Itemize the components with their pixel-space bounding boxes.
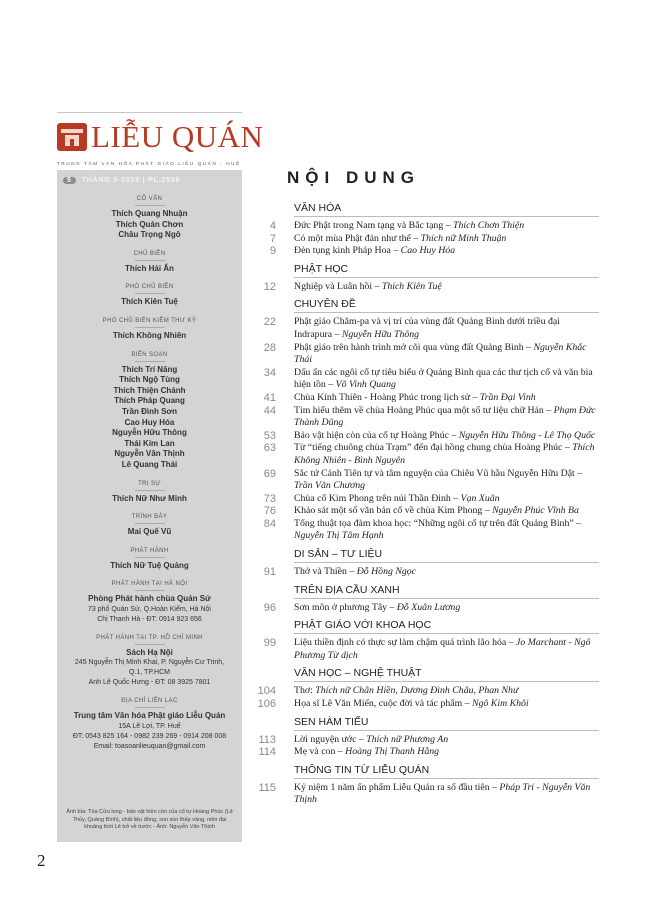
toc-entry xyxy=(254,518,599,543)
section-title: PHÁT HÀNH xyxy=(130,547,169,554)
toc-entry-text xyxy=(294,233,599,246)
toc-category: DI SẢN – TƯ LIỆU xyxy=(294,547,599,563)
toc-page-number: 34 xyxy=(263,366,276,379)
section-title: TRÌNH BÀY xyxy=(131,514,168,521)
toc-entry-author: Cao Huy Hóa xyxy=(400,245,456,257)
staff-name: Cao Huy Hóa xyxy=(124,417,175,427)
toc-page-number: 114 xyxy=(258,746,276,759)
toc-entry xyxy=(254,637,599,662)
toc-entry-title: Kỷ niệm 1 năm ấn phẩm Liễu Quán ra số đầu tiên – xyxy=(294,781,500,793)
toc-entry-author: Nguyễn Hữu Thông - Lê Thọ Quốc xyxy=(458,429,596,441)
toc-entry-author: Ngô Kim Khôi xyxy=(472,698,529,710)
toc-entry-title: Tìm hiểu thêm về chùa Hoàng Phúc qua một số tư liệu chữ Hán – xyxy=(294,404,554,416)
toc-entry-author: Nguyễn Hữu Thông xyxy=(341,328,420,340)
toc-page-number: 115 xyxy=(258,781,276,794)
toc-entry xyxy=(254,342,599,367)
toc-entry-title: Đèn tụng kinh Pháp Hoa – xyxy=(294,245,401,257)
section-title: PHÓ CHỦ BIÊN KIÊM THƯ KÝ xyxy=(102,317,197,324)
hanoi-line: 73 phố Quán Sứ, Q.Hoàn Kiếm, Hà Nội xyxy=(88,605,211,613)
toc-entry-author: Thích nữ Minh Thuận xyxy=(420,232,507,244)
toc-entry-author: Trần Đại Vinh xyxy=(479,391,536,403)
section-divider xyxy=(135,707,165,708)
staff-name: Thích Không Nhiên xyxy=(112,330,187,340)
section-divider xyxy=(135,327,165,328)
toc-entry-author: Nguyễn Khắc Thái xyxy=(294,341,587,366)
staff-name: Thích Quán Chơn xyxy=(115,219,184,229)
hcm-line: Anh Lê Quốc Hưng - ĐT: 08 3925 7801 xyxy=(88,679,211,687)
hanoi-line: Chị Thanh Hà - ĐT: 0914 923 656 xyxy=(97,615,202,623)
toc-page-number: 96 xyxy=(263,601,276,614)
hcm-section xyxy=(57,634,242,689)
issue-bar xyxy=(63,174,236,186)
toc-category: TRÊN ĐỊA CẦU XANH xyxy=(294,583,599,599)
section-title: CỐ VẤN xyxy=(136,196,163,202)
section-divider xyxy=(135,205,165,206)
staff-name: Nguyễn Văn Thịnh xyxy=(114,449,185,459)
toc-entry-title: Mẹ và con – xyxy=(294,746,346,758)
contact-line: ĐT: 0543 825 164 - 0982 239 269 - 0914 208 008 xyxy=(72,733,227,741)
toc-entry-author: Thích nữ Chân Hiền, Dương Đình Châu, Phan Như xyxy=(315,685,519,697)
toc-page-number: 41 xyxy=(263,391,276,404)
toc-entry-author: Đỗ Hồng Ngọc xyxy=(356,566,417,578)
issue-number-badge: 5 xyxy=(63,177,76,184)
toc-entry xyxy=(254,505,599,518)
staff-name: Châu Trọng Ngô xyxy=(118,230,181,240)
logo-text: LIỄU QUÁN xyxy=(91,119,264,154)
toc-category: VĂN HỌC – NGHỆ THUẬT xyxy=(294,666,599,682)
staff-name: Thích Pháp Quang xyxy=(114,396,185,406)
toc-entry xyxy=(254,566,599,579)
toc-entry-author: Đỗ Xuân Lương xyxy=(396,601,461,613)
toc-category: PHẬT GIÁO VỚI KHOA HỌC xyxy=(294,618,599,634)
toc-entry-author: Jo Marchant - Ngô Phương Từ dịch xyxy=(294,637,591,661)
staff-name: Thích Thiện Chánh xyxy=(113,385,186,395)
toc-entry-text xyxy=(294,746,599,759)
toc-entry-title: Chùa Kính Thiên - Hoàng Phúc trong lịch sử – xyxy=(294,391,480,403)
toc-category: THÔNG TIN TỪ LIỄU QUÁN xyxy=(294,763,599,779)
toc-entry xyxy=(254,316,599,341)
toc-entry-text xyxy=(294,430,599,443)
toc-entry-text xyxy=(294,245,599,258)
toc-entry xyxy=(254,698,599,711)
toc-page-number: 91 xyxy=(263,566,276,579)
toc-entry-title: Đức Phật trong Nam tạng và Bắc tạng – xyxy=(294,220,454,231)
toc-entry-title: Phật giáo Chăm-pa và vị trí của vùng đất Quảng Bình dưới triều đại Indrapura – xyxy=(294,316,560,340)
toc-entry-title: Phật giáo trên hành trình mở cõi qua vùng đất Quảng Bình – xyxy=(294,341,534,353)
staff-section xyxy=(57,250,242,275)
cover-photo-note: Ảnh bìa: Tòa Cửu long - bảo vật hiện còn của cổ tự Hoàng Phúc (Lệ Thủy, Quảng Bình), chất liệu đồng, son son thếp vàng, niên đại khoảng thời Lê trở về trước - Ảnh: Nguyễn Văn Thịnh xyxy=(66,809,233,831)
staff-section xyxy=(57,513,242,538)
toc-entry xyxy=(254,430,599,443)
toc-entry xyxy=(254,468,599,493)
contact-name: Trung tâm Văn hóa Phật giáo Liễu Quán xyxy=(73,711,226,721)
toc-entry-author: Thích Chơn Thiện xyxy=(453,220,525,231)
section-divider xyxy=(135,361,165,362)
staff-section xyxy=(57,195,242,241)
toc-page-number: 113 xyxy=(258,733,276,746)
toc-entry-author: Thích Không Nhiên - Bình Nguyên xyxy=(294,442,595,466)
toc-entry-title: Sắc tứ Cảnh Tiên tự và tâm nguyện của Chiêu Vũ hầu Nguyễn Hữu Dật – xyxy=(294,467,583,479)
issue-date: THÁNG 5-2015 | PL.2559 xyxy=(81,176,181,184)
toc-entry xyxy=(254,392,599,405)
toc-entry-title: Bảo vật hiện còn của cổ tự Hoàng Phúc – xyxy=(294,429,459,441)
toc-entry-title: Có một mùa Phật đản như thế – xyxy=(294,232,421,244)
table-of-contents xyxy=(254,201,599,807)
staff-name: Trần Đình Sơn xyxy=(121,406,178,416)
toc-page-number: 44 xyxy=(263,404,276,417)
toc-entry-title: Chùa cổ Kim Phong trên núi Thần Đinh – xyxy=(294,492,461,504)
toc-entry-text xyxy=(294,468,599,493)
toc-entry-title: Khảo sát một số văn bản cổ về chùa Kim Phong – xyxy=(294,505,493,517)
staff-name: Thích Hải Ấn xyxy=(125,263,174,273)
toc-entry-text xyxy=(294,637,599,662)
section-divider xyxy=(135,644,165,645)
staff-name: Mai Quế Vũ xyxy=(127,527,172,537)
section-title: CHỦ BIÊN xyxy=(133,250,166,257)
toc-page-number: 4 xyxy=(269,220,276,232)
toc-entry xyxy=(254,734,599,747)
tagline: TRUNG TÂM VĂN HÓA PHẬT GIÁO LIỄU QUÁN - HUẾ xyxy=(57,161,241,166)
toc-entry-title: Dấu ấn các ngôi cổ tự tiêu biểu ở Quảng Bình qua các thư tịch cổ và văn bia hiện tồn – xyxy=(294,366,593,391)
toc-entry xyxy=(254,602,599,615)
toc-entry-author: Thích nữ Phương An xyxy=(366,733,449,745)
hanoi-section xyxy=(57,580,242,625)
toc-page-number: 84 xyxy=(263,517,276,530)
toc-entry-title: Lời nguyện ước – xyxy=(294,733,367,745)
toc-entry-author: Hoàng Thị Thanh Hằng xyxy=(345,746,440,758)
toc-entry-title: Nghiệp và Luân hồi – xyxy=(294,280,382,292)
toc-entry xyxy=(254,442,599,467)
toc-category: SEN HÀM TIẾU xyxy=(294,715,599,731)
toc-entry xyxy=(254,220,599,233)
toc-category: PHẬT HỌC xyxy=(294,262,599,278)
toc-page-number: 99 xyxy=(263,637,276,650)
toc-entry-author: Nguyễn Phúc Vĩnh Ba xyxy=(492,505,579,517)
toc-entry-author: Võ Vinh Quang xyxy=(335,379,396,391)
page-number: 2 xyxy=(37,851,46,870)
section-title: TRỊ SỰ xyxy=(138,480,161,487)
hcm-name: Sách Hạ Nội xyxy=(126,647,173,657)
contact-section xyxy=(57,697,242,752)
toc-entry-text xyxy=(294,518,599,543)
toc-entry-author: Vạn Xuân xyxy=(460,492,500,504)
toc-entry-title: Sơn môn ở phương Tây – xyxy=(294,601,397,613)
staff-name: Thái Kim Lan xyxy=(124,438,175,448)
toc-page-number: 63 xyxy=(263,442,276,455)
toc-entry-text xyxy=(294,342,599,367)
staff-section xyxy=(57,480,242,505)
toc-entry-author: Phạm Đức Thành Dũng xyxy=(294,404,596,429)
toc-entry-title: Họa sĩ Lê Văn Miến, cuộc đời và tác phẩm – xyxy=(294,698,473,710)
toc-entry-text xyxy=(294,367,599,392)
staff-name: Thích Kiên Tuệ xyxy=(121,297,178,307)
toc-entry-author: Trần Văn Chương xyxy=(294,480,365,492)
masthead-sidebar xyxy=(57,170,242,842)
section-divider xyxy=(135,293,165,294)
toc-entry-text xyxy=(294,405,599,430)
toc-entry-title: Từ “tiếng chuông chùa Trạm” đến đại hồng chung chùa Hoàng Phúc – xyxy=(294,442,573,454)
toc-page-number: 53 xyxy=(263,429,276,442)
logo xyxy=(57,112,264,155)
toc-entry xyxy=(254,685,599,698)
staff-section xyxy=(57,317,242,342)
hanoi-name: Phòng Phát hành chùa Quán Sứ xyxy=(88,594,211,604)
section-title: PHÁT HÀNH TẠI TP. HỒ CHÍ MINH xyxy=(96,634,203,641)
toc-page-number: 12 xyxy=(263,280,276,293)
masthead xyxy=(57,112,264,166)
toc-page-number: 9 xyxy=(269,245,276,258)
toc-category: VĂN HÓA xyxy=(294,201,599,217)
toc-entry-text xyxy=(294,281,599,294)
toc-entry-title: Thơ: xyxy=(294,685,316,697)
staff-name: Thích Quang Nhuận xyxy=(111,209,188,218)
section-divider xyxy=(135,523,165,524)
toc-page-number: 106 xyxy=(257,698,276,711)
toc-entry-text xyxy=(294,782,599,807)
toc-entry-title: Thở và Thiền – xyxy=(294,566,357,578)
toc-entry xyxy=(254,367,599,392)
toc-entry-text xyxy=(294,392,599,405)
section-divider xyxy=(135,590,165,591)
toc-entry-text xyxy=(294,734,599,747)
contact-line: Email: toasoanlieuquan@gmail.com xyxy=(93,743,206,751)
toc-category: CHUYÊN ĐỀ xyxy=(294,297,599,313)
pagoda-emblem-icon xyxy=(57,123,87,151)
hcm-line: Q.1, TP.HCM xyxy=(129,669,170,677)
toc-entry-text xyxy=(294,316,599,341)
toc-entry xyxy=(254,782,599,807)
staff-name: Thích Nữ Tuệ Quảng xyxy=(110,560,189,570)
staff-section xyxy=(57,351,242,471)
toc-page-number: 76 xyxy=(263,505,276,518)
hcm-line: 245 Nguyễn Thị Minh Khai, P. Nguyễn Cư Trinh, xyxy=(74,659,225,667)
toc-entry-text xyxy=(294,566,599,579)
toc-page-number: 73 xyxy=(263,492,276,505)
toc-entry xyxy=(254,493,599,506)
contact-line: 15A Lê Lợi, TP. Huế xyxy=(118,723,181,731)
staff-name: Lê Quang Thái xyxy=(121,459,178,469)
toc-entry-text xyxy=(294,602,599,615)
toc-entry xyxy=(254,405,599,430)
section-title: BIÊN SOẠN xyxy=(131,351,168,358)
section-title: ĐỊA CHỈ LIÊN LẠC xyxy=(121,698,178,705)
section-divider xyxy=(135,490,165,491)
staff-name: Thích Nữ Như Minh xyxy=(112,493,187,503)
staff-name: Thích Ngộ Tùng xyxy=(119,375,180,385)
toc-entry-text xyxy=(294,505,599,518)
staff-section xyxy=(57,547,242,572)
toc-entry-title: Tổng thuật tọa đàm khoa học: “Những ngôi cổ tự trên đất Quảng Bình” – xyxy=(294,517,582,529)
staff-name: Thích Trí Năng xyxy=(121,364,178,374)
toc-entry-author: Nguyễn Thị Tâm Hạnh xyxy=(294,530,384,542)
toc-entry-author: Thích Kiên Tuệ xyxy=(381,280,442,292)
toc-entry-title: Liệu thiền định có thực sự làm chậm quá trình lão hóa – xyxy=(294,637,517,649)
toc-entry-author: Pháp Trí - Nguyễn Văn Thịnh xyxy=(294,781,591,806)
staff-name: Nguyễn Hữu Thông xyxy=(112,428,187,438)
toc-page-number: 22 xyxy=(263,316,276,329)
toc-entry-text xyxy=(294,442,599,467)
toc-page-number: 104 xyxy=(257,685,276,698)
toc-entry-text xyxy=(294,493,599,506)
section-divider xyxy=(135,260,165,261)
staff-list xyxy=(57,195,242,752)
section-title: PHÁT HÀNH TẠI HÀ NỘI xyxy=(111,581,188,588)
toc-title: NỘI DUNG xyxy=(287,168,420,187)
toc-page-number: 7 xyxy=(269,232,276,245)
toc-entry xyxy=(254,233,599,246)
toc-entry xyxy=(254,746,599,759)
section-title: PHÓ CHỦ BIÊN xyxy=(125,284,174,291)
toc-page-number: 28 xyxy=(263,341,276,354)
toc-entry-text xyxy=(294,220,599,233)
toc-entry-text xyxy=(294,685,599,698)
toc-entry xyxy=(254,281,599,294)
toc-page-number: 69 xyxy=(263,467,276,480)
section-divider xyxy=(135,557,165,558)
toc-entry xyxy=(254,245,599,258)
toc-entry-text xyxy=(294,698,599,711)
staff-section xyxy=(57,283,242,308)
